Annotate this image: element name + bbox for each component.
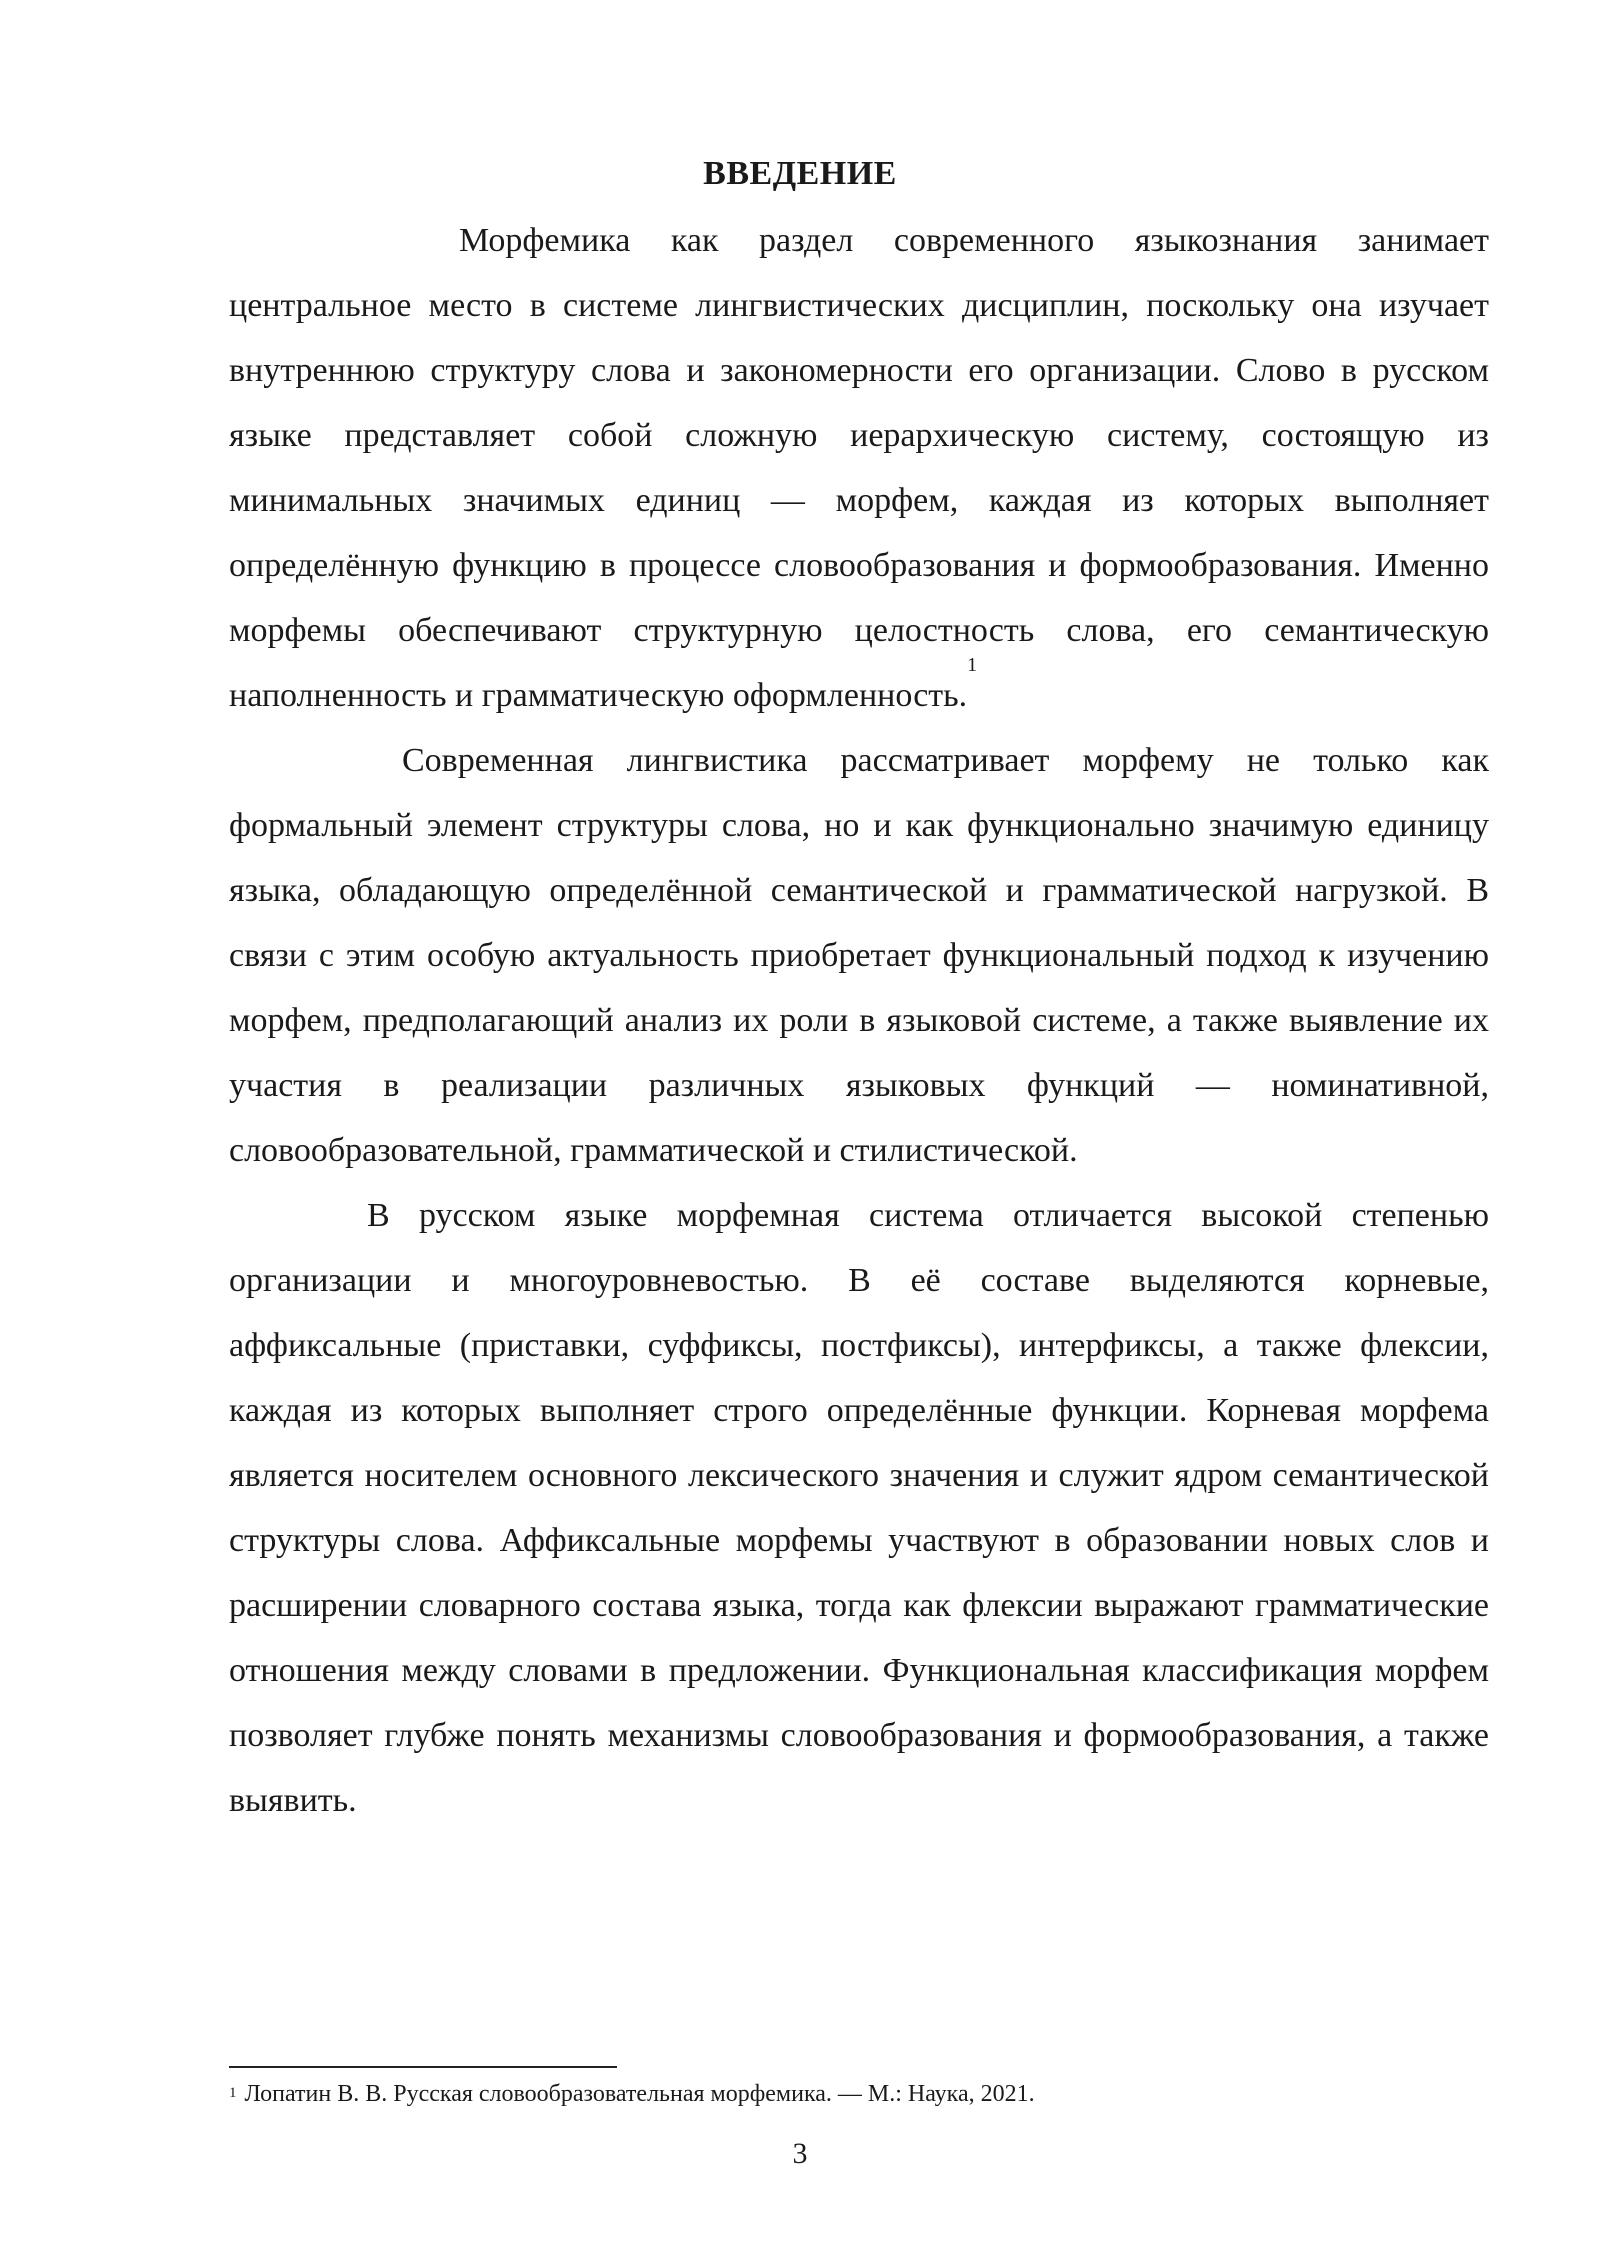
paragraph-1	[229, 208, 1489, 728]
footnote-reference[interactable]: 1	[967, 654, 978, 676]
footnote-number: 1	[229, 2085, 237, 2101]
paragraph-1-text: Морфемика как раздел современного языкознания занимает центральное место в системе лингвистических дисциплин, поскольку она изучает внутреннюю структуру слова и закономерности его организации. Слово в русском языке представляет собой сложную иерархическую систему, состоящую из минимальных значимых единиц — морфем, каждая из которых выполняет определённую функцию в процессе словообразования и формообразования. Именно морфемы обеспечивают структурную целостность слова, его семантическую наполненность и грамматическую оформленность.	[229, 222, 1489, 714]
paragraph-2: Современная лингвистика рассматривает морфему не только как формальный элемент структуры слова, но и как функционально значимую единицу языка, обладающую определённой семантической и грамматической нагрузкой. В связи с этим особую актуальность приобретает функциональный подход к изучению морфем, предполагающий анализ их роли в языковой системе, а также выявление их участия в реализации различных языковых функций — номинативной, словообразовательной, грамматической и стилистической.	[229, 742, 1489, 1169]
page-number: 3	[792, 2137, 808, 2170]
body-text	[229, 208, 1489, 1833]
footnote	[229, 2078, 1489, 2110]
section-title: ВВЕДЕНИЕ	[703, 155, 897, 192]
footnote-separator	[229, 2066, 617, 2068]
footnote-text: Лопатин В. В. Русская словообразовательная морфемика. — М.: Наука, 2021.	[244, 2081, 1035, 2107]
paragraph-3: В русском языке морфемная система отличается высокой степенью организации и многоуровневостью. В её составе выделяются корневые, аффиксальные (приставки, суффиксы, постфиксы), интерфиксы, а также флексии, каждая из которых выполняет строго определённые функции. Корневая морфема является носителем основного лексического значения и служит ядром семантической структуры слова. Аффиксальные морфемы участвуют в образовании новых слов и расширении словарного состава языка, тогда как флексии выражают грамматические отношения между словами в предложении. Функциональная классификация морфем позволяет глубже понять механизмы словообразования и формообразования, а также выявить.	[229, 1197, 1489, 1819]
